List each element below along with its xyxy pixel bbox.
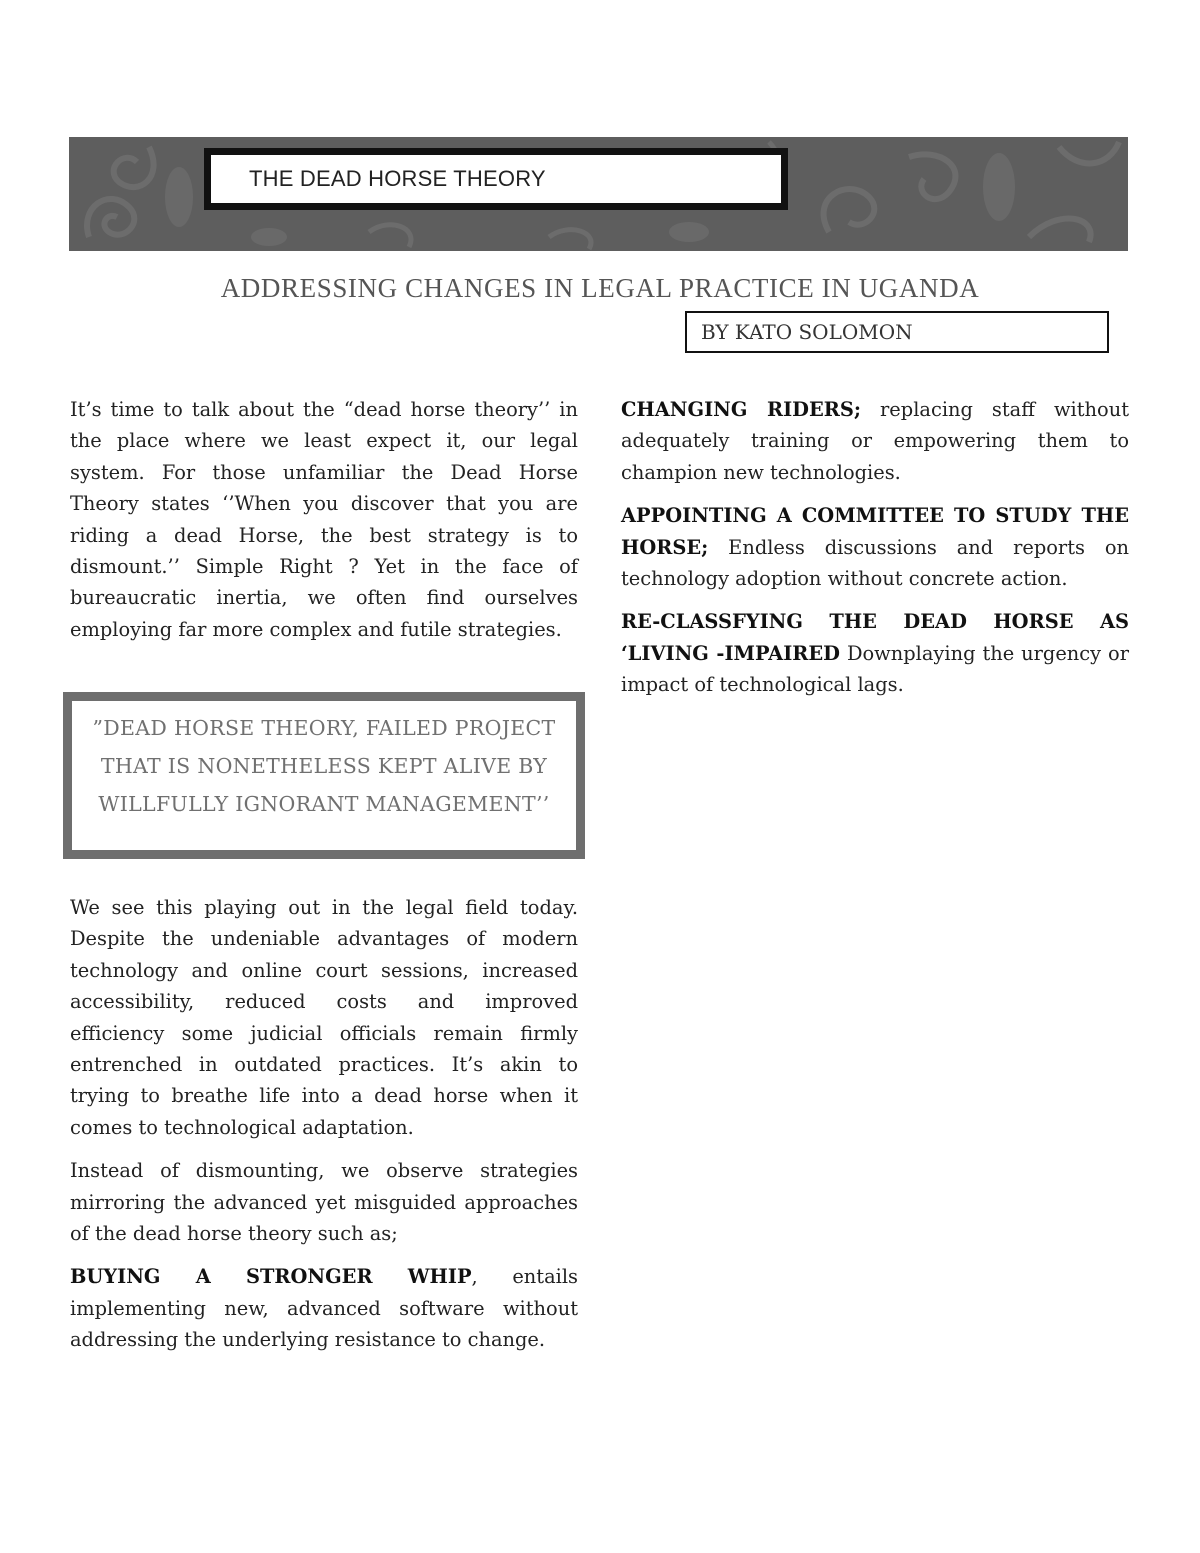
article-headline: ADDRESSING CHANGES IN LEGAL PRACTICE IN UGANDA xyxy=(220,273,980,303)
strategy-riders xyxy=(621,394,1129,488)
strategy-text: replacing staff without adequately training or empowering them to champion new technologies. xyxy=(621,398,1129,484)
left-column-body xyxy=(70,892,578,1368)
strategy-reclassify xyxy=(621,606,1129,700)
pullquote-box xyxy=(63,692,585,859)
byline: BY KATO SOLOMON xyxy=(701,320,913,344)
strategy-text: Downplaying the urgency or impact of technological lags. xyxy=(621,641,1130,697)
pullquote-text: ”DEAD HORSE THEORY, FAILED PROJECT THAT IS NONETHELESS KEPT ALIVE BY WILLFULLY IGNORANT MANAGEMENT’’ xyxy=(92,716,556,816)
right-column-body xyxy=(621,394,1129,713)
strategy-committee xyxy=(621,500,1129,594)
banner-title-box xyxy=(204,148,788,210)
strategy-whip xyxy=(70,1261,578,1355)
banner-title: THE DEAD HORSE THEORY xyxy=(249,166,546,191)
header-banner xyxy=(69,137,1128,251)
body-paragraph: We see this playing out in the legal field today. Despite the undeniable advantages of modern technology and online court sessions, increased accessibility, reduced costs and improved efficiency some judicial officials remain firmly entrenched in outdated practices. It’s akin to trying to breathe life into a dead horse when it comes to technological adaptation. xyxy=(70,896,578,1139)
intro-paragraph: It’s time to talk about the “dead horse theory’’ in the place where we least expect it, our legal system. For those unfamiliar the Dead Horse Theory states ‘’When you discover that you are riding a dead Horse, the best strategy is to dismount.’’ Simple Right ? Yet in the face of bureaucratic inertia, we often find ourselves employing far more complex and futile strategies. xyxy=(70,398,578,641)
strategy-text: , entails implementing new, advanced software without addressing the underlying resistance to change. xyxy=(70,1265,578,1352)
strategy-heading: CHANGING RIDERS; xyxy=(621,398,862,421)
strategy-text: Endless discussions and reports on technology adoption without concrete action. xyxy=(621,535,1129,591)
strategy-heading: APPOINTING A COMMITTEE TO STUDY THE HORSE; xyxy=(621,504,1129,559)
body-paragraph: Instead of dismounting, we observe strategies mirroring the advanced yet misguided approaches of the dead horse theory such as; xyxy=(70,1159,578,1246)
byline-box xyxy=(685,311,1109,353)
strategy-heading: RE-CLASSFYING THE DEAD HORSE AS ‘LIVING -IMPAIRED xyxy=(621,610,1129,665)
strategy-heading: BUYING A STRONGER WHIP xyxy=(70,1265,472,1289)
